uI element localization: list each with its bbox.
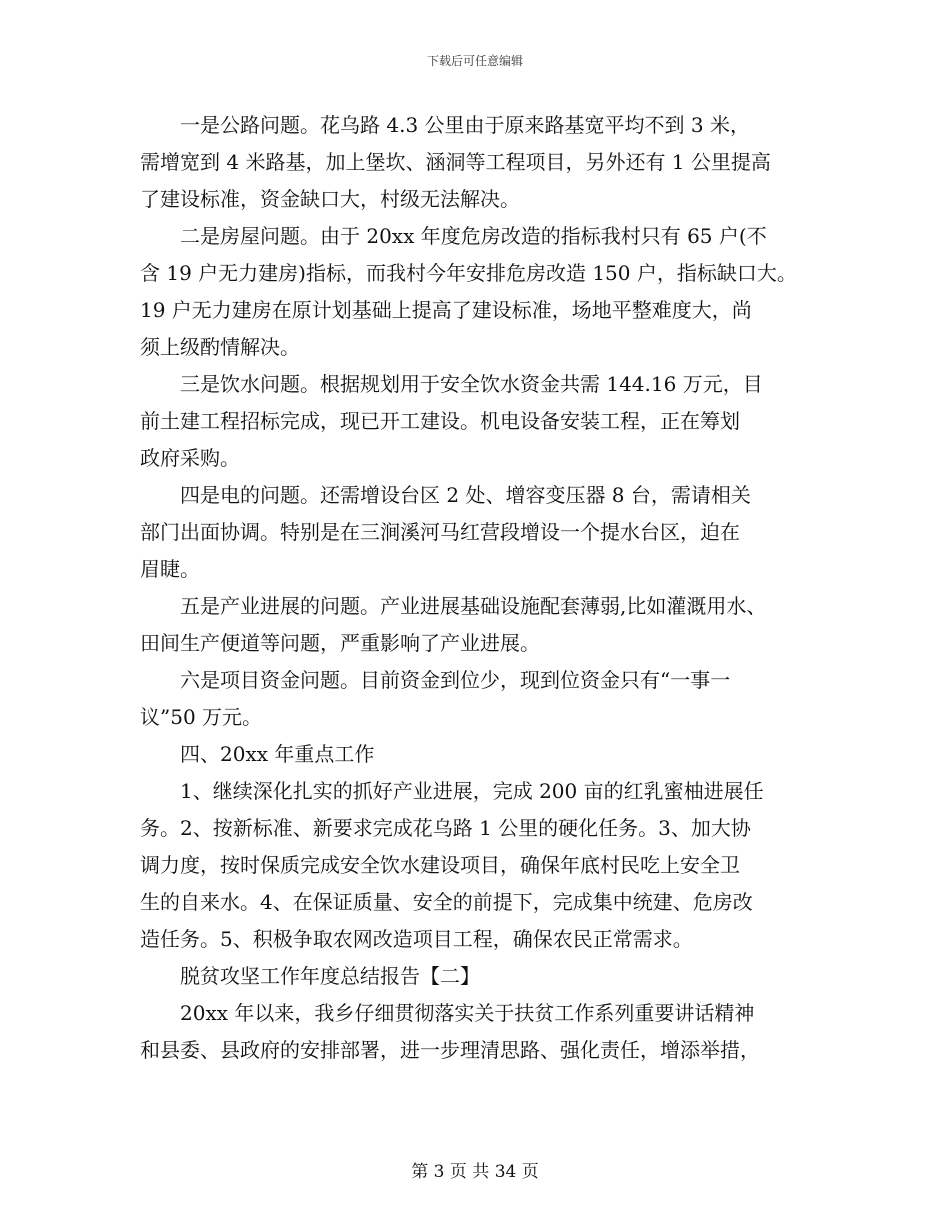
text-line: 前土建工程招标完成，现已开工建设。机电设备安装工程，正在筹划 xyxy=(140,409,740,433)
text-line: 生的自来水。4、在保证质量、安全的前提下，完成集中统建、危房改 xyxy=(140,890,753,914)
text-line: 含 19 户无力建房)指标，而我村今年安排危房改造 150 户，指标缺口大。 xyxy=(140,261,797,285)
text-line: 需增宽到 4 米路基，加上堡坎、涵洞等工程项目，另外还有 1 公里提高 xyxy=(140,150,771,174)
text-line: 二是房屋问题。由于 20xx 年度危房改造的指标我村只有 65 户(不 xyxy=(140,224,767,248)
text-line: 造任务。5、积极争取农网改造项目工程，确保农民正常需求。 xyxy=(140,927,693,951)
text-line: 政府采购。 xyxy=(140,446,240,470)
text-line: 四是电的问题。还需增设台区 2 处、增容变压器 8 台，需请相关 xyxy=(140,483,751,507)
section-heading: 四、20xx 年重点工作 xyxy=(140,742,375,766)
text-line: 20xx 年以来，我乡仔细贯彻落实关于扶贫工作系列重要讲话精神 xyxy=(140,1001,755,1025)
document-body xyxy=(140,107,810,1069)
text-line: 了建设标准，资金缺口大，村级无法解决。 xyxy=(140,187,520,211)
text-line: 田间生产便道等问题，严重影响了产业进展。 xyxy=(140,631,540,655)
text-line: 六是项目资金问题。目前资金到位少，现到位资金只有“一事一 xyxy=(140,668,731,692)
text-line: 须上级酌情解决。 xyxy=(140,335,300,359)
text-line: 调力度，按时保质完成安全饮水建设项目，确保年底村民吃上安全卫 xyxy=(140,853,740,877)
text-line: 议”50 万元。 xyxy=(140,705,263,729)
text-line: 务。2、按新标准、新要求完成花乌路 1 公里的硬化任务。3、加大协 xyxy=(140,816,751,840)
section-heading: 脱贫攻坚工作年度总结报告【二】 xyxy=(140,964,480,988)
page-number: 第 3 页 共 34 页 xyxy=(411,1162,539,1182)
text-line: 和县委、县政府的安排部署，进一步理清思路、强化责任，增添举措， xyxy=(140,1038,760,1062)
text-line: 19 户无力建房在原计划基础上提高了建设标准，场地平整难度大，尚 xyxy=(140,298,752,322)
text-line: 1、继续深化扎实的抓好产业进展，完成 200 亩的红乳蜜柚进展任 xyxy=(140,779,764,803)
text-line: 眉睫。 xyxy=(140,557,200,581)
text-line: 三是饮水问题。根据规划用于安全饮水资金共需 144.16 万元，目 xyxy=(140,372,763,396)
page-header: 下载后可任意编辑 xyxy=(426,54,523,68)
text-line: 五是产业进展的问题。产业进展基础设施配套薄弱,比如灌溉用水、 xyxy=(140,594,767,618)
text-line: 一是公路问题。花乌路 4.3 公里由于原来路基宽平均不到 3 米， xyxy=(140,113,750,137)
text-line: 部门出面协调。特别是在三涧溪河马红营段增设一个提水台区，迫在 xyxy=(140,520,740,544)
